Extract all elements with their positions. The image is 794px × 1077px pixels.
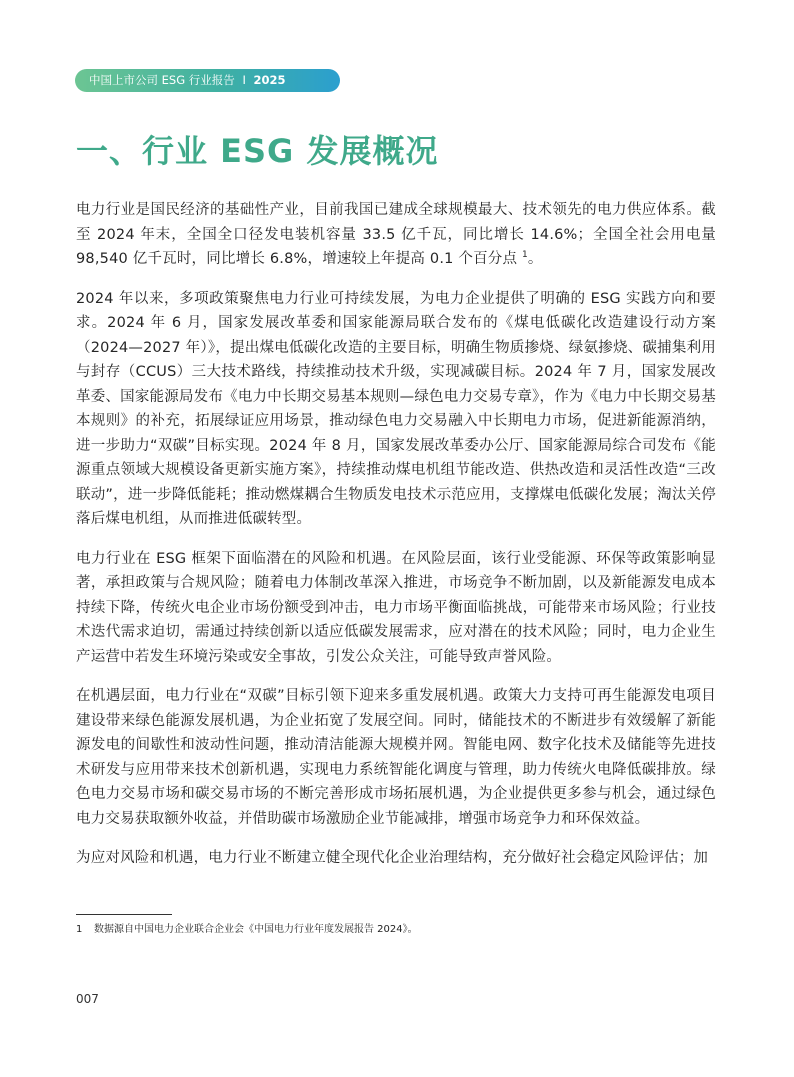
paragraph-text: 电力行业是国民经济的基础性产业，目前我国已建成全球规模最大、技术领先的电力供应体系。截至 2024 年末，全国全口径发电装机容量 33.5 亿千瓦，同比增长 14.6%；全国全社会用电量 98,540 亿千瓦时，同比增长 6.8%，增速较上年提高 0.1 个百分点 bbox=[76, 202, 716, 267]
footnote bbox=[76, 920, 418, 935]
paragraph-opportunities: 在机遇层面，电力行业在“双碳”目标引领下迎来多重发展机遇。政策大力支持可再生能源发电项目建设带来绿色能源发展机遇，为企业拓宽了发展空间。同时，储能技术的不断进步有效缓解了新能源发电的间歇性和波动性问题，推动清洁能源大规模并网。智能电网、数字化技术及储能等先进技术研发与应用带来技术创新机遇，实现电力系统智能化调度与管理，助力传统火电降低碳排放。绿色电力交易市场和碳交易市场的不断完善形成市场拓展机遇，为企业提供更多参与机会，通过绿色电力交易获取额外收益，并借助碳市场激励企业节能减排，增强市场竞争力和环保效益。 bbox=[76, 688, 716, 827]
paragraph-response: 为应对风险和机遇，电力行业不断建立健全现代化企业治理结构，充分做好社会稳定风险评估；加 bbox=[76, 850, 709, 866]
header-separator: I bbox=[242, 73, 246, 87]
paragraph-industry-overview bbox=[76, 198, 716, 272]
paragraph-end-mark: 。 bbox=[527, 251, 543, 267]
footnote-divider bbox=[76, 914, 172, 915]
footnote-number: 1 bbox=[76, 924, 83, 935]
footnote-text: 数据源自中国电力企业联合企业会《中国电力行业年度发展报告 2024》。 bbox=[94, 924, 418, 935]
page-number: 007 bbox=[76, 992, 99, 1006]
report-header-badge bbox=[75, 69, 340, 92]
report-year: 2025 bbox=[253, 73, 286, 87]
paragraph-policy: 2024 年以来，多项政策聚焦电力行业可持续发展，为电力企业提供了明确的 ESG 实践方向和要求。2024 年 6 月，国家发展改革委和国家能源局联合发布的《煤电低碳化改造建设行动方案（2024—2027 年）》，提出煤电低碳化改造的主要目标，明确生物质掺烧、绿氨掺烧、碳捕集利用与封存（CCUS）三大技术路线，持续推动技术升级，实现减碳目标。2024 年 7 月，国家发展改革委、国家能源局发布《电力中长期交易基本规则—绿色电力交易专章》，作为《电力中长期交易基本规则》的补充，拓展绿证应用场景，推动绿色电力交易融入中长期电力市场，促进新能源消纳，进一步助力“双碳”目标实现。2024 年 8 月，国家发展改革委办公厅、国家能源局综合司发布《能源重点领域大规模设备更新实施方案》，持续推动煤电机组节能改造、供热改造和灵活性改造“三改联动”，进一步降低能耗；推动燃煤耦合生物质发电技术示范应用，支撑煤电低碳化发展；淘汰关停落后煤电机组，从而推进低碳转型。 bbox=[76, 290, 716, 527]
report-title: 中国上市公司 ESG 行业报告 bbox=[89, 73, 235, 87]
paragraph-risks: 电力行业在 ESG 框架下面临潜在的风险和机遇。在风险层面，该行业受能源、环保等政策影响显著，承担政策与合规风险；随着电力体制改革深入推进，市场竞争不断加剧，以及新能源发电成本持续下降，传统火电企业市场份额受到冲击，电力市场平衡面临挑战，可能带来市场风险；行业技术迭代需求迫切，需通过持续创新以适应低碳发展需求，应对潜在的技术风险；同时，电力企业生产运营中若发生环境污染或安全事故，引发公众关注，可能导致声誉风险。 bbox=[76, 550, 716, 665]
footnote-reference[interactable]: 1 bbox=[521, 250, 528, 261]
body-text bbox=[76, 198, 716, 871]
section-title: 一、行业 ESG 发展概况 bbox=[76, 132, 439, 170]
